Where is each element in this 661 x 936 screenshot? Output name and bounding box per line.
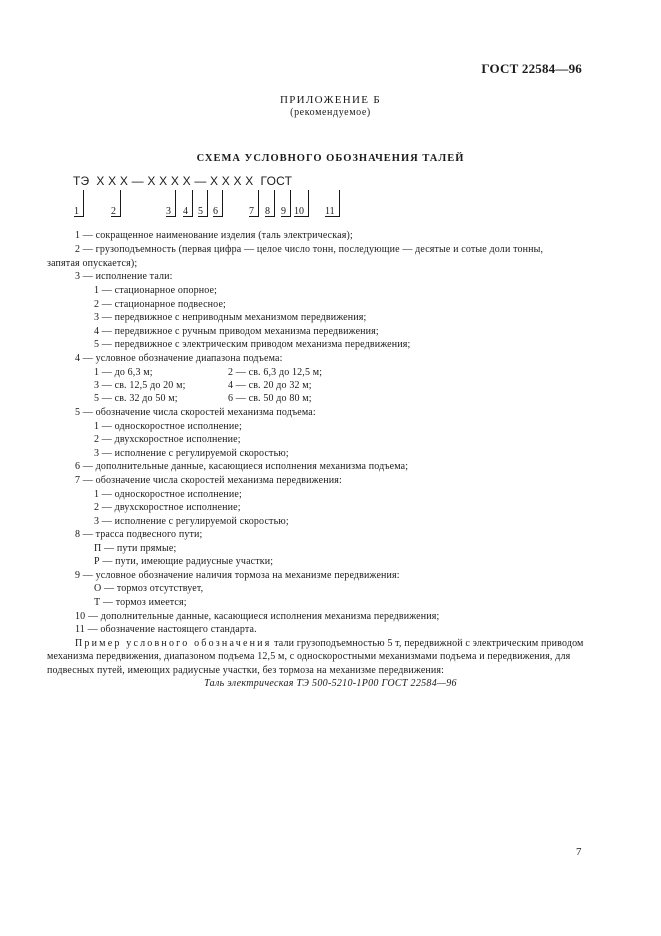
example-designation: Таль электрическая ТЭ 500-5210-1Р00 ГОСТ 22584—96 [204,678,457,689]
list-subitem: 2 — св. 6,3 до 12,5 м; [228,367,323,378]
page-number: 7 [576,846,582,858]
scheme-number-7: 7 [249,190,259,217]
example-paragraph-line-1 [75,638,584,649]
list-item: 9 — условное обозначение наличия тормоза на механизме передвижения: [75,570,400,581]
scheme-formula: ТЭ X X X — X X X X — X X X X ГОСТ [73,174,293,188]
list-subitem: 5 — передвижное с электрическим приводом механизма передвижения; [94,339,411,350]
example-paragraph-line-2: механизма передвижения, диапазоном подъема 12,5 м, с односкоростными механизмами подъема и передвижения, для [47,651,571,662]
list-subitem: 2 — стационарное подвесное; [94,299,226,310]
scheme-number-3: 3 [166,190,176,217]
list-item: 8 — трасса подвесного пути; [75,529,203,540]
scheme-number-5: 5 [198,190,208,217]
list-subitem: 4 — св. 20 до 32 м; [228,380,312,391]
list-subitem: П — пути прямые; [94,543,177,554]
appendix-title: ПРИЛОЖЕНИЕ Б [280,94,381,106]
scheme-number-8: 8 [265,190,275,217]
list-subitem: 3 — исполнение с регулируемой скоростью; [94,448,289,459]
list-subitem: 3 — передвижное с неприводным механизмом передвижения; [94,312,367,323]
example-label: Пример условного обозначения [75,638,272,649]
list-subitem: 3 — исполнение с регулируемой скоростью; [94,516,289,527]
scheme-number-1: 1 [74,190,84,217]
scheme-title: СХЕМА УСЛОВНОГО ОБОЗНАЧЕНИЯ ТАЛЕЙ [196,153,465,164]
list-subitem: 6 — св. 50 до 80 м; [228,393,312,404]
scheme-number-6: 6 [213,190,223,217]
list-item: 10 — дополнительные данные, касающиеся исполнения механизма передвижения; [75,611,440,622]
scheme-number-4: 4 [183,190,193,217]
list-item: 4 — условное обозначение диапазона подъема: [75,353,283,364]
list-subitem: 2 — двухскоростное исполнение; [94,502,241,513]
document-code: ГОСТ 22584—96 [481,61,582,76]
scheme-number-9: 9 [281,190,291,217]
list-subitem: 1 — односкоростное исполнение; [94,421,242,432]
example-paragraph-line-3: подвесных путей, имеющих радиусные участки, без тормоза на механизме передвижения: [47,665,445,676]
list-item: 6 — дополнительные данные, касающиеся исполнения механизма подъема; [75,461,409,472]
list-subitem: 1 — до 6,3 м; [94,367,153,378]
list-item: 2 — грузоподъемность (первая цифра — целое число тонн, последующие — десятые и сотые доли тонны, [75,244,544,255]
list-subitem: 4 — передвижное с ручным приводом механизма передвижения; [94,326,379,337]
list-subitem: 1 — стационарное опорное; [94,285,218,296]
appendix-note: (рекомендуемое) [290,107,371,118]
list-subitem: Р — пути, имеющие радиусные участки; [94,556,274,567]
list-subitem: 5 — св. 32 до 50 м; [94,393,178,404]
scheme-number-2: 2 [111,190,121,217]
scheme-number-11: 11 [325,190,340,217]
list-item: 7 — обозначение числа скоростей механизма передвижения: [75,475,342,486]
list-subitem: О — тормоз отсутствует, [94,583,204,594]
list-subitem: 1 — односкоростное исполнение; [94,489,242,500]
list-subitem: 3 — св. 12,5 до 20 м; [94,380,186,391]
list-item: 3 — исполнение тали: [75,271,173,282]
list-subitem: 2 — двухскоростное исполнение; [94,434,241,445]
list-item: 5 — обозначение числа скоростей механизма подъема: [75,407,316,418]
example-text: тали грузоподъемностью 5 т, передвижной с электрическим приводом [271,638,584,649]
list-subitem: Т — тормоз имеется; [94,597,187,608]
list-item: запятая опускается); [47,258,138,269]
list-item: 11 — обозначение настоящего стандарта. [75,624,257,635]
list-item: 1 — сокращенное наименование изделия (таль электрическая); [75,230,353,241]
scheme-number-10: 10 [294,190,309,217]
